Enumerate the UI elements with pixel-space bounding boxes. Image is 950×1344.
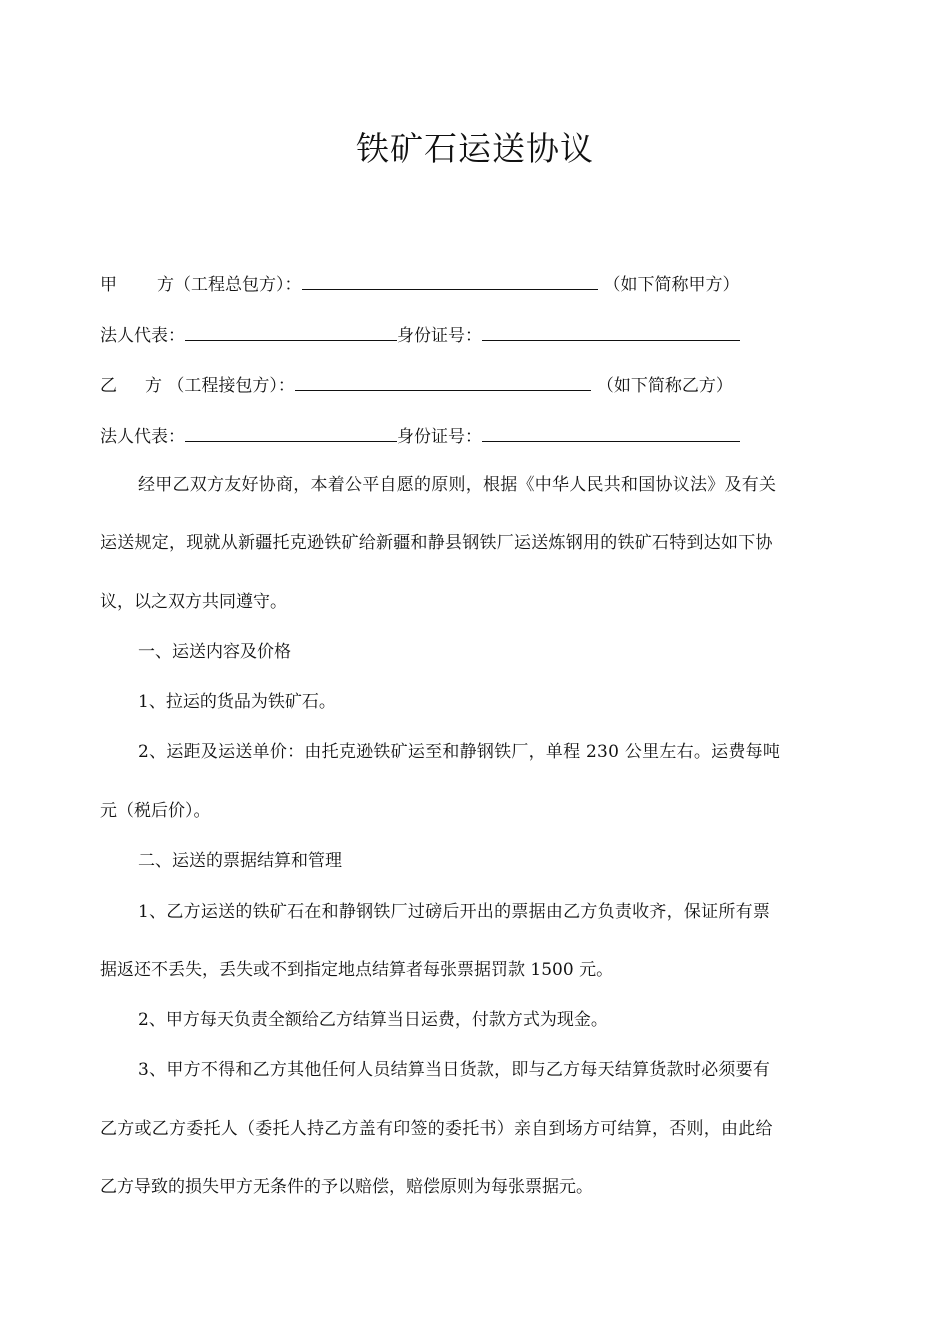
section-1-item-1: 1、拉运的货品为铁矿石。: [138, 692, 336, 712]
party-b-name-blank[interactable]: [295, 372, 591, 391]
section-2-item-2: 2、甲方每天负责全额给乙方结算当日运费，付款方式为现金。: [138, 1010, 608, 1030]
party-a-line: [100, 271, 740, 295]
party-a-label-2: 方（工程总包方）：: [157, 275, 302, 295]
party-b-label-2: 方 （工程接包方）：: [145, 376, 295, 396]
section-2-title: 二、运送的票据结算和管理: [138, 851, 342, 871]
intro-line-1: 经甲乙双方友好协商，本着公平自愿的原则，根据《中华人民共和国协议法》及有关: [138, 475, 777, 495]
rep-b-id-blank[interactable]: [482, 423, 740, 442]
section-1-item-2-line-1: 2、运距及运送单价：由托克逊铁矿运至和静钢铁厂，单程 230 公里左右。运费每吨: [138, 742, 781, 762]
rep-a-id-blank[interactable]: [482, 322, 740, 341]
intro-line-2: 运送规定，现就从新疆托克逊铁矿给新疆和静县钢铁厂运送炼钢用的铁矿石特到达如下协: [100, 533, 773, 553]
party-a-suffix: （如下简称甲方）: [603, 275, 740, 295]
section-2-item-1-line-1: 1、乙方运送的铁矿石在和静钢铁厂过磅后开出的票据由乙方负责收齐，保证所有票: [138, 902, 771, 922]
party-b-line: [100, 372, 733, 396]
intro-line-3: 议，以之双方共同遵守。: [100, 592, 287, 612]
rep-b-line: [100, 423, 740, 447]
section-2-item-3-line-3: 乙方导致的损失甲方无条件的予以赔偿，赔偿原则为每张票据元。: [100, 1177, 593, 1197]
party-b-suffix: （如下简称乙方）: [596, 376, 733, 396]
section-1-title: 一、运送内容及价格: [138, 642, 291, 662]
rep-b-label: 法人代表：: [100, 427, 185, 447]
rep-b-id-label: 身份证号：: [397, 427, 482, 447]
rep-a-name-blank[interactable]: [185, 322, 397, 341]
rep-a-id-label: 身份证号：: [397, 326, 482, 346]
party-a-name-blank[interactable]: [302, 271, 598, 290]
section-2-item-3-line-2: 乙方或乙方委托人（委托人持乙方盖有印签的委托书）亲自到场方可结算，否则，由此给: [100, 1119, 773, 1139]
party-b-label-1: 乙: [100, 376, 117, 396]
document-title: 铁矿石运送协议: [356, 129, 594, 168]
section-1-item-2-line-2: 元（税后价）。: [100, 801, 211, 821]
rep-a-label: 法人代表：: [100, 326, 185, 346]
rep-a-line: [100, 322, 740, 346]
party-a-label-1: 甲: [100, 275, 117, 295]
section-2-item-3-line-1: 3、甲方不得和乙方其他任何人员结算当日货款，即与乙方每天结算货款时必须要有: [138, 1060, 771, 1080]
rep-b-name-blank[interactable]: [185, 423, 397, 442]
section-2-item-1-line-2: 据返还不丢失，丢失或不到指定地点结算者每张票据罚款 1500 元。: [100, 960, 614, 980]
